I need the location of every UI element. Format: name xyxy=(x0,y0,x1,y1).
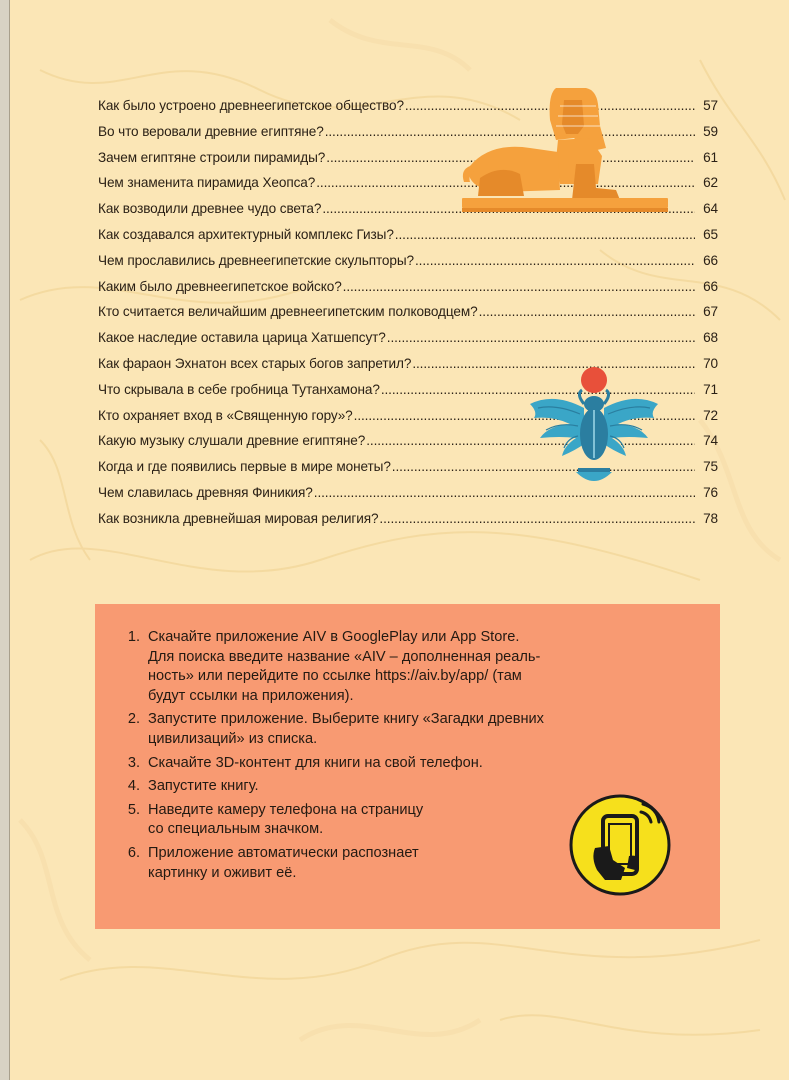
toc-entry xyxy=(98,302,718,328)
toc-leader-dots xyxy=(479,302,695,322)
toc-entry-page: 61 xyxy=(703,149,718,165)
step-line: Запустите приложение. Выберите книгу «Загадки древних xyxy=(148,711,544,728)
toc-entry-title: Какую музыку слушали древние египтяне? xyxy=(98,433,366,449)
toc-entry-page: 70 xyxy=(703,355,718,371)
toc-entry-title: Как возникла древнейшая мировая религия? xyxy=(98,510,379,526)
sphinx-icon xyxy=(460,86,672,214)
step-number: 3. xyxy=(127,754,140,771)
step-line: картинку и оживит её. xyxy=(148,864,297,881)
toc-entry-title: Каким было древнеегипетское войско? xyxy=(98,278,342,294)
toc-entry-page: 66 xyxy=(703,252,718,268)
toc-entry-title: Как фараон Эхнатон всех старых богов запретил? xyxy=(98,355,412,371)
step-line: Скачайте приложение AIV в GooglePlay или App Store. xyxy=(148,629,520,645)
scarab-icon xyxy=(524,364,664,492)
step-line: ность» или перейдите по ссылке https://aiv.by/app/ (там xyxy=(148,668,522,685)
toc-entry-page: 68 xyxy=(703,330,718,346)
toc-entry-page: 75 xyxy=(703,459,718,475)
step-line: Наведите камеру телефона на страницу xyxy=(148,801,424,818)
toc-entry xyxy=(98,225,718,251)
toc-entry-title: Как возводили древнее чудо света? xyxy=(98,201,322,217)
toc-leader-dots xyxy=(415,251,695,271)
step-line: со специальным значком. xyxy=(148,821,324,838)
toc-entry-title: Чем знаменита пирамида Хеопса? xyxy=(98,175,316,191)
step-text xyxy=(148,710,699,749)
toc-leader-dots xyxy=(387,328,695,348)
step-number: 1. xyxy=(127,629,140,645)
step-text xyxy=(148,628,699,706)
toc-entry-page: 67 xyxy=(703,304,718,320)
step-text xyxy=(148,754,699,774)
instruction-step xyxy=(119,754,699,774)
toc-entry xyxy=(98,509,718,535)
toc-entry-page: 72 xyxy=(703,407,718,423)
step-number: 5. xyxy=(127,801,140,818)
toc-entry-page: 64 xyxy=(703,201,718,217)
toc-entry-title: Когда и где появились первые в мире монеты? xyxy=(98,459,391,475)
toc-entry-page: 59 xyxy=(703,123,718,139)
toc-entry xyxy=(98,251,718,277)
toc-entry-title: Во что веровали древние египтяне? xyxy=(98,123,324,139)
instruction-step xyxy=(119,710,699,749)
step-line: Скачайте 3D-контент для книги на свой телефон. xyxy=(148,754,483,771)
step-line: цивилизаций» из списка. xyxy=(148,730,318,747)
toc-entry-title: Как создавался архитектурный комплекс Гизы? xyxy=(98,226,394,242)
toc-entry-page: 74 xyxy=(703,433,718,449)
toc-leader-dots xyxy=(395,225,695,245)
step-number: 4. xyxy=(127,778,140,795)
step-line: Запустите книгу. xyxy=(148,778,259,795)
toc-entry xyxy=(98,328,718,354)
step-line: Приложение автоматически распознает xyxy=(148,844,419,861)
toc-entry-title: Что скрывала в себе гробница Тутанхамона? xyxy=(98,381,380,397)
toc-entry-title: Какое наследие оставила царица Хатшепсут? xyxy=(98,330,386,346)
toc-entry xyxy=(98,277,718,303)
step-line: Для поиска введите название «AIV – дополненная реаль- xyxy=(148,648,541,665)
toc-entry-title: Зачем египтяне строили пирамиды? xyxy=(98,149,326,165)
toc-entry-page: 62 xyxy=(703,175,718,191)
toc-leader-dots xyxy=(343,277,695,297)
toc-entry-title: Кто считается величайшим древнеегипетским полководцем? xyxy=(98,304,478,320)
toc-entry-title: Чем славилась древняя Финикия? xyxy=(98,484,313,500)
toc-entry-page: 78 xyxy=(703,510,718,526)
toc-entry-page: 57 xyxy=(703,98,718,113)
step-number: 2. xyxy=(127,711,140,728)
ar-instructions-box xyxy=(95,604,720,929)
toc-entry-title: Как было устроено древнеегипетское общество? xyxy=(98,98,404,113)
toc-entry-page: 66 xyxy=(703,278,718,294)
step-line: будут ссылки на приложения). xyxy=(148,687,354,704)
toc-leader-dots xyxy=(379,509,695,529)
ar-phone-icon xyxy=(569,794,671,896)
step-number: 6. xyxy=(127,844,140,861)
toc-entry-title: Кто охраняет вход в «Священную гору»? xyxy=(98,407,353,423)
instruction-step xyxy=(119,628,699,706)
toc-entry-title: Чем прославились древнеегипетские скульпторы? xyxy=(98,252,414,268)
toc-entry-page: 76 xyxy=(703,484,718,500)
toc-entry-page: 65 xyxy=(703,226,718,242)
toc-entry-page: 71 xyxy=(703,381,718,397)
